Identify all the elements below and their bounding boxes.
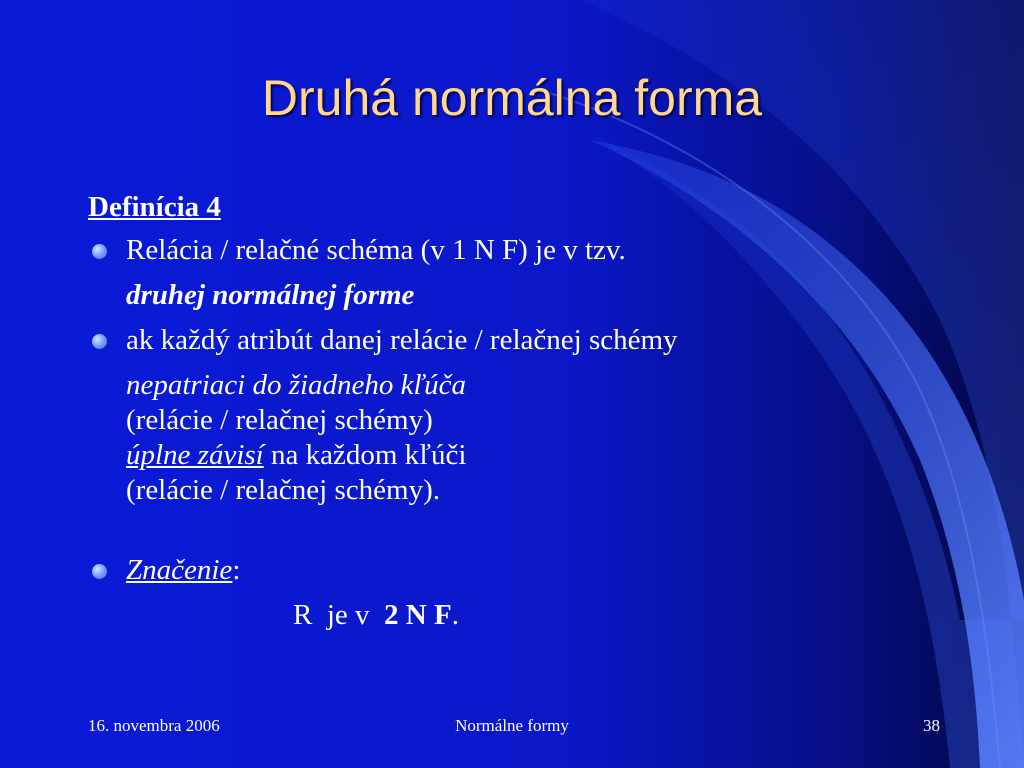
bullet-2-line-5: (relácie / relačnej schémy).: [126, 474, 440, 506]
bullet-2-line-2: nepatriaci do žiadneho kľúča: [126, 369, 466, 401]
term-fully-depends: úplne závisí: [126, 439, 264, 471]
footer-date: 16. novembra 2006: [88, 716, 220, 735]
bullet-3-line: [126, 553, 918, 588]
notation-suffix: .: [451, 599, 459, 631]
bullet-item-1: [88, 233, 918, 268]
bullet-1-line-1: Relácia / relačné schéma (v 1 N F) je v tzv.: [126, 234, 626, 266]
slide-body: [88, 190, 918, 633]
slide-title: Druhá normálna forma: [261, 70, 763, 126]
bullet-2-line-4: [126, 438, 918, 473]
bullet-icon: [92, 564, 107, 579]
notation-prefix: R je v: [293, 599, 385, 631]
bullet-2-line-4-rest: na každom kľúči: [263, 439, 467, 471]
notation-bold: 2 N F: [384, 599, 452, 631]
bullet-icon: [92, 334, 107, 349]
bullet-item-3: [88, 553, 918, 588]
term-second-normal-form: druhej normálnej forme: [126, 279, 415, 311]
bullet-icon: [92, 244, 107, 259]
bullet-1-line-2: [88, 278, 918, 313]
bullet-2-line-3: (relácie / relačnej schémy): [126, 404, 433, 436]
bullet-2-line-1: ak každý atribút danej relácie / relačnej schémy: [126, 324, 678, 356]
definition-heading: Definícia 4: [88, 191, 221, 223]
footer-topic: Normálne formy: [455, 716, 569, 735]
bullet-3-colon: :: [232, 554, 241, 586]
term-notation: Značenie: [126, 554, 233, 586]
bullet-2-details: [88, 368, 918, 508]
bullet-item-2: [88, 323, 918, 358]
footer-page-number: 38: [923, 716, 940, 735]
notation-value: [88, 598, 918, 633]
